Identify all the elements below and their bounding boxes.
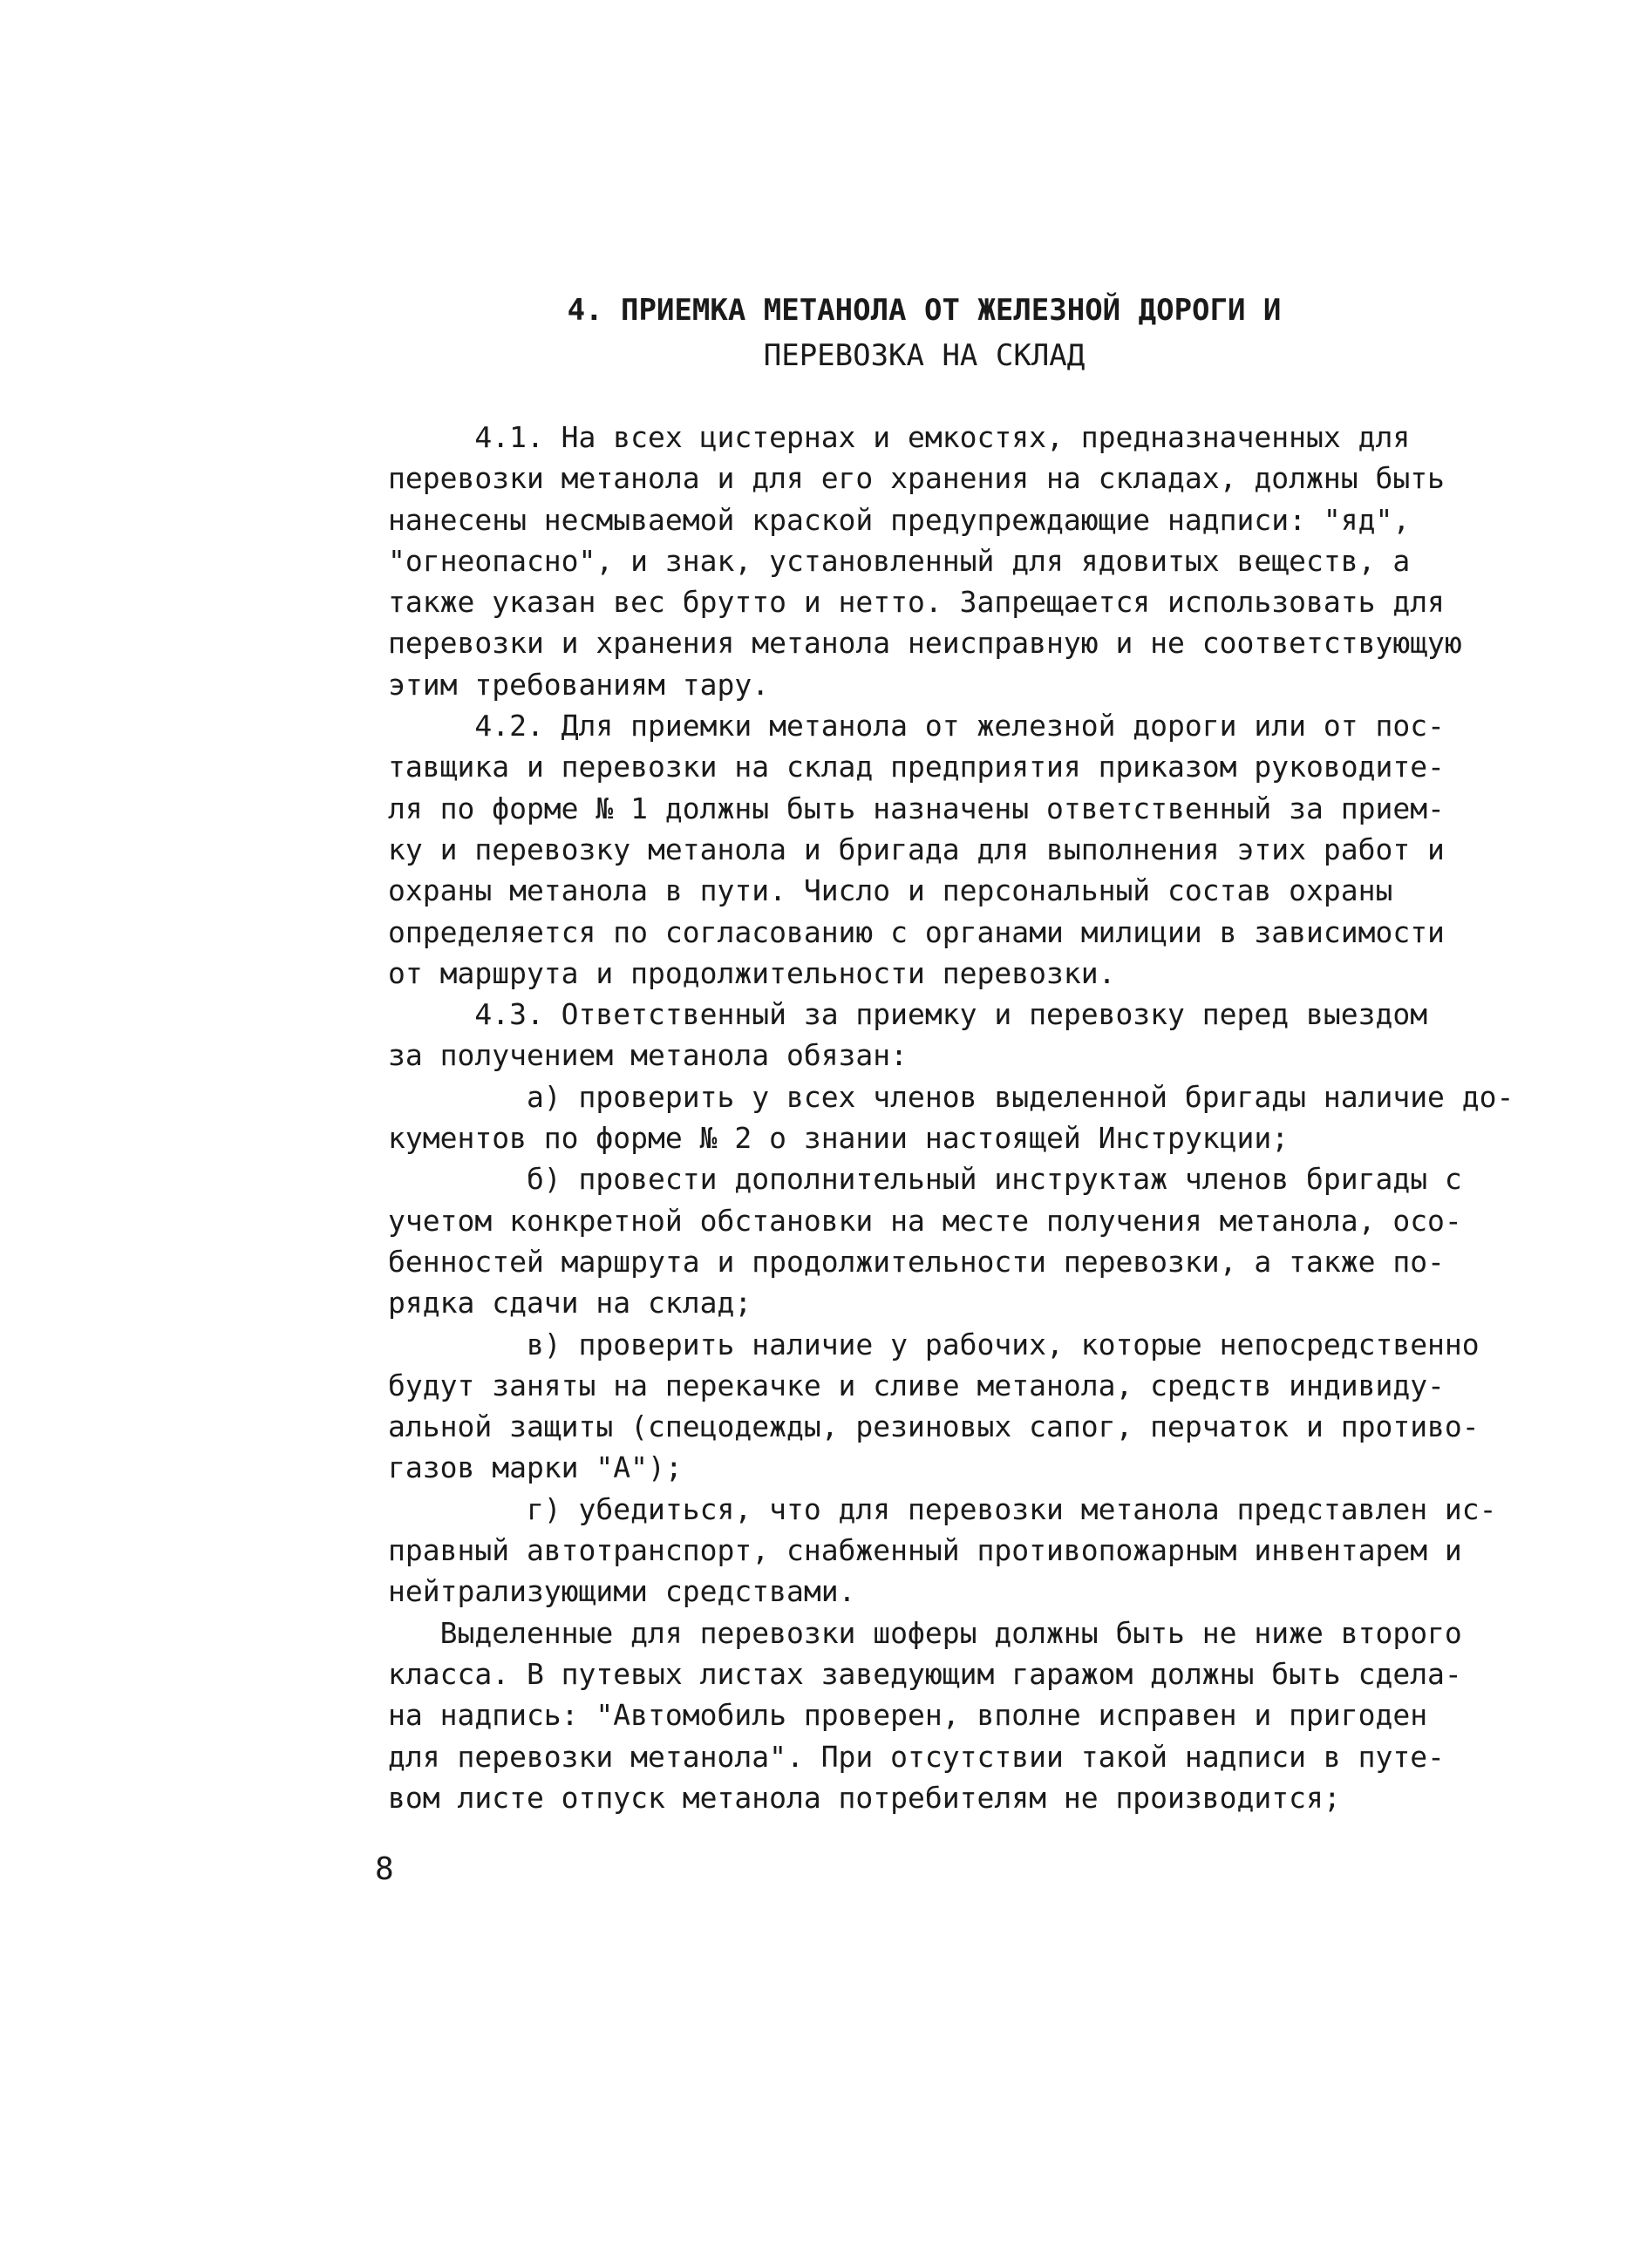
- page-number: 8: [375, 1851, 394, 1887]
- body-line: 4.2. Для приемки метанола от железной дороги или от пос-: [388, 709, 1445, 744]
- body-line: 4.3. Ответственный за приемку и перевозку перед выездом: [388, 997, 1428, 1032]
- body-line: ля по форме № 1 должны быть назначены ответственный за прием-: [388, 791, 1445, 825]
- body-line: бенностей маршрута и продолжительности перевозки, а также по-: [388, 1244, 1445, 1279]
- body-line: на надпись: "Автомобиль проверен, вполне исправен и пригоден: [388, 1698, 1428, 1733]
- section-heading: [506, 288, 1343, 378]
- body-line: тавщика и перевозки на склад предприятия приказом руководите-: [388, 750, 1445, 784]
- body-line: газов марки "А");: [388, 1450, 683, 1485]
- body-line: за получением метанола обязан:: [388, 1038, 909, 1073]
- body-line: а) проверить у всех членов выделенной бригады наличие до-: [388, 1079, 1514, 1114]
- body-line: учетом конкретной обстановки на месте получения метанола, осо-: [388, 1203, 1462, 1238]
- body-line: будут заняты на перекачке и сливе метанола, средств индивиду-: [388, 1368, 1445, 1402]
- body-line: охраны метанола в пути. Число и персональный состав охраны: [388, 873, 1393, 908]
- body-line: правный автотранспорт, снабженный противопожарным инвентарем и: [388, 1533, 1462, 1568]
- body-line: в) проверить наличие у рабочих, которые непосредственно: [388, 1327, 1480, 1361]
- body-line: перевозки и хранения метанола неисправную и не соответствующую: [388, 626, 1462, 661]
- section-heading-line-1: 4. ПРИЕМКА МЕТАНОЛА ОТ ЖЕЛЕЗНОЙ ДОРОГИ И: [567, 293, 1282, 328]
- body-line: рядка сдачи на склад;: [388, 1286, 752, 1321]
- body-line: также указан вес брутто и нетто. Запрещается использовать для: [388, 585, 1445, 620]
- body-line: 4.1. На всех цистернах и емкостях, предназначенных для: [388, 420, 1411, 454]
- body-line: альной защиты (спецодежды, резиновых сапог, перчаток и противо-: [388, 1409, 1480, 1444]
- body-line: этим требованиям тару.: [388, 667, 770, 702]
- body-line: ку и перевозку метанола и бригада для выполнения этих работ и: [388, 832, 1445, 866]
- body-line: Выделенные для перевозки шоферы должны быть не ниже второго: [388, 1615, 1462, 1650]
- body-line: кументов по форме № 2 о знании настоящей Инструкции;: [388, 1121, 1290, 1156]
- body-line: для перевозки метанола". При отсутствии такой надписи в путе-: [388, 1739, 1445, 1774]
- body-line: определяется по согласованию с органами милиции в зависимости: [388, 914, 1445, 949]
- section-heading-line-2: ПЕРЕВОЗКА НА СКЛАД: [763, 338, 1086, 373]
- body-line: нейтрализующими средствами.: [388, 1574, 856, 1609]
- section-body: [388, 417, 1514, 1818]
- body-line: б) провести дополнительный инструктаж членов бригады с: [388, 1162, 1462, 1197]
- body-line: класса. В путевых листах заведующим гаражом должны быть сдела-: [388, 1656, 1462, 1691]
- body-line: перевозки метанола и для его хранения на складах, должны быть: [388, 461, 1445, 496]
- body-line: г) убедиться, что для перевозки метанола представлен ис-: [388, 1491, 1497, 1526]
- body-line: нанесены несмываемой краской предупреждающие надписи: "яд",: [388, 502, 1411, 537]
- body-line: "огнеопасно", и знак, установленный для ядовитых веществ, а: [388, 543, 1411, 578]
- body-line: от маршрута и продолжительности перевозки.: [388, 955, 1116, 990]
- body-line: вом листе отпуск метанола потребителям не производится;: [388, 1780, 1341, 1815]
